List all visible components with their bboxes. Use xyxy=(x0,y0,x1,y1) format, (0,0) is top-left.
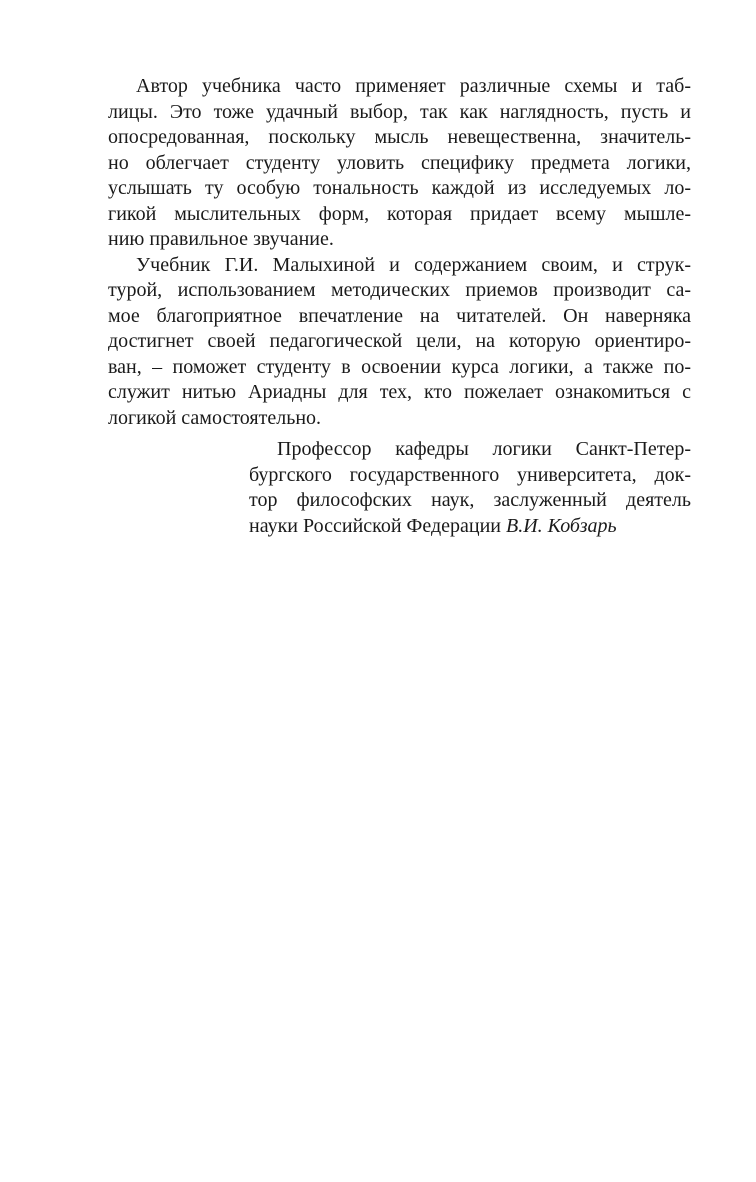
paragraph-line: мое благоприятное впечатление на читателей. Он наверняка xyxy=(108,304,691,327)
paragraph-line: служит нитью Ариадны для тех, кто пожелает ознакомиться с xyxy=(108,381,691,403)
paragraph-line: лицы. Это тоже удачный выбор, так как наглядность, пусть и xyxy=(108,100,691,123)
author-name: В.И. Кобзарь xyxy=(506,514,617,537)
paragraph-line: Автор учебника часто применяет различные схемы и таб- xyxy=(136,75,691,97)
paragraph-line: достигнет своей педагогической цели, на которую ориентиро- xyxy=(108,330,691,352)
paragraph-line: услышать ту особую тональность каждой из исследуемых ло- xyxy=(108,177,691,199)
body-text xyxy=(108,74,691,431)
signature-line: бургского государственного университета, док- xyxy=(249,463,691,486)
paragraph-line: опосредованная, поскольку мысль невещественна, значитель- xyxy=(108,126,691,148)
signature-last-line xyxy=(249,514,691,540)
paragraph-line: гикой мыслительных форм, которая придает всему мышле- xyxy=(108,202,691,225)
signature-block xyxy=(249,437,691,539)
paragraph-line: турой, использованием методических приемов производит са- xyxy=(108,279,691,301)
paragraph-line: логикой самостоятельно. xyxy=(108,406,322,429)
paragraph-line: Учебник Г.И. Малыхиной и содержанием своим, и струк- xyxy=(136,253,691,276)
signature-title-end: науки Российской Федерации xyxy=(249,514,507,537)
paragraph-1 xyxy=(108,74,691,253)
paragraph-line: ван, – поможет студенту в освоении курса логики, а также по- xyxy=(108,355,691,378)
paragraph-2 xyxy=(108,253,691,432)
paragraph-line: но облегчает студенту уловить специфику предмета логики, xyxy=(108,151,691,174)
signature-line: Профессор кафедры логики Санкт-Петер- xyxy=(277,438,691,460)
signature-line: тор философских наук, заслуженный деятель xyxy=(249,489,691,511)
paragraph-line: нию правильное звучание. xyxy=(108,228,334,250)
